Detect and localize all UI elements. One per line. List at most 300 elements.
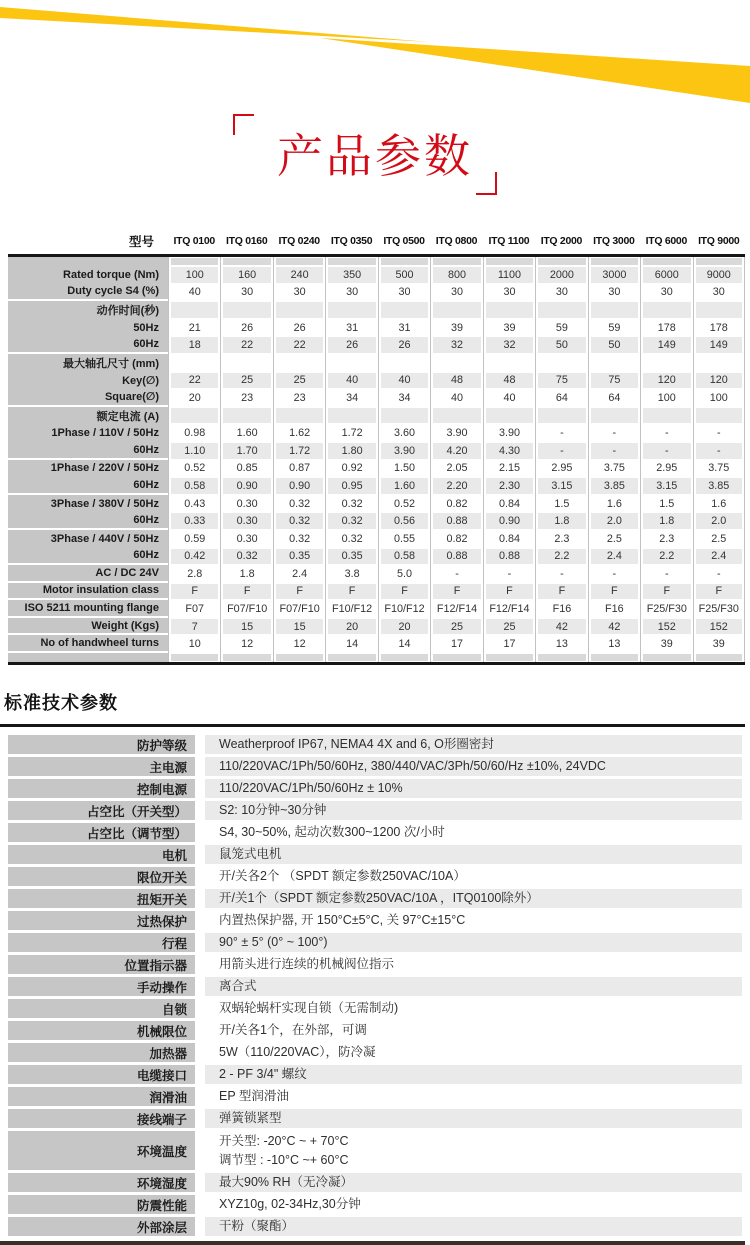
spec-cell: 40 (378, 372, 430, 390)
spec-cell: 0.85 (220, 460, 272, 478)
spec-cell: 3000 (588, 266, 640, 284)
spec-cell: - (588, 565, 640, 583)
table-row (8, 495, 745, 513)
tech-row-value (205, 1087, 742, 1106)
table-row (8, 424, 745, 442)
spec-cell (588, 407, 640, 425)
tech-row-label: 电缆接口 (8, 1065, 195, 1084)
tech-row-value (205, 1195, 742, 1214)
row-label: Square(∅) (8, 389, 168, 407)
spacer-row (8, 257, 745, 266)
spec-cell: 21 (168, 319, 220, 337)
row-label: 60Hz (8, 477, 168, 495)
spec-cell: - (535, 442, 587, 460)
row-label: 1Phase / 220V / 50Hz (8, 460, 168, 478)
spec-cell (535, 257, 587, 266)
row-label (8, 257, 168, 266)
spec-cell: 40 (483, 389, 535, 407)
spec-cell: 100 (640, 389, 692, 407)
spec-cell: F (640, 583, 692, 601)
spec-cell: 0.35 (273, 548, 325, 566)
spec-cell: F (483, 583, 535, 601)
tech-row (8, 889, 742, 908)
spec-cell: 2.05 (430, 460, 482, 478)
spec-cell (273, 407, 325, 425)
spec-cell: 350 (325, 266, 377, 284)
spec-cell (483, 257, 535, 266)
tech-row-value (205, 1131, 742, 1170)
tech-table (8, 735, 742, 1236)
spec-cell: 30 (693, 284, 745, 302)
spec-cell: 0.88 (430, 548, 482, 566)
spec-cell: 0.32 (273, 495, 325, 513)
spec-cell: 178 (693, 319, 745, 337)
tech-value-line: 2 - PF 3/4" 螺纹 (219, 1067, 307, 1082)
title-block (0, 116, 750, 198)
spec-cell: F07/F10 (273, 600, 325, 618)
row-label: 50Hz (8, 319, 168, 337)
tech-row-value (205, 1021, 742, 1040)
model-name: ITQ 3000 (593, 235, 635, 247)
spec-cell: 14 (378, 635, 430, 653)
spec-cell: 160 (220, 266, 272, 284)
tech-value-line: 开关型: -20°C ~ + 70°C (219, 1133, 349, 1148)
row-label: 60Hz (8, 336, 168, 354)
spec-cell: 2.20 (430, 477, 482, 495)
tech-row-label: 占空比（开关型） (8, 801, 195, 820)
tech-row-label: 扭矩开关 (8, 889, 195, 908)
spec-table (8, 254, 745, 665)
spec-cell: 15 (220, 618, 272, 636)
spec-cell: 2.4 (588, 548, 640, 566)
spec-cell: 3.85 (588, 477, 640, 495)
spec-cell: 12 (220, 635, 272, 653)
spec-cell (325, 653, 377, 662)
tech-row-label: 防震性能 (8, 1195, 195, 1214)
tech-row-value (205, 867, 742, 886)
spec-cell: 0.32 (273, 512, 325, 530)
spec-cell: 25 (220, 372, 272, 390)
table-row (8, 583, 745, 601)
spec-cell: 59 (588, 319, 640, 337)
spec-cell (483, 354, 535, 372)
tech-row-label: 自锁 (8, 999, 195, 1018)
spec-cell: 39 (693, 635, 745, 653)
spec-cell (168, 257, 220, 266)
spec-cell: 23 (273, 389, 325, 407)
spec-cell: 7 (168, 618, 220, 636)
model-name: ITQ 6000 (645, 235, 687, 247)
tech-row-label: 润滑油 (8, 1087, 195, 1106)
spec-cell (693, 653, 745, 662)
spec-table-header (8, 232, 745, 250)
spec-cell: 75 (588, 372, 640, 390)
spec-cell: - (693, 565, 745, 583)
model-name: ITQ 0350 (330, 235, 373, 247)
spec-cell: 0.95 (325, 477, 377, 495)
tech-row (8, 1217, 742, 1236)
tech-row-label: 环境湿度 (8, 1173, 195, 1192)
spec-cell: 0.90 (483, 512, 535, 530)
spec-cell: 1.60 (378, 477, 430, 495)
tech-value-line: 5W（110/220VAC），防冷凝 (219, 1045, 376, 1060)
row-label: 额定电流 (A) (8, 407, 168, 425)
spec-cell: 0.82 (430, 530, 482, 548)
spec-cell: 30 (640, 284, 692, 302)
tech-row-label: 控制电源 (8, 779, 195, 798)
table-row (8, 512, 745, 530)
tech-row (8, 1195, 742, 1214)
row-label: Duty cycle S4 (%) (8, 284, 168, 302)
spec-cell: 2.95 (535, 460, 587, 478)
spec-cell: 39 (430, 319, 482, 337)
spec-cell: F10/F12 (378, 600, 430, 618)
spec-cell (220, 301, 272, 319)
table-row (8, 266, 745, 284)
tech-row-label: 位置指示器 (8, 955, 195, 974)
table-row (8, 530, 745, 548)
spec-cell (378, 407, 430, 425)
spec-cell (535, 653, 587, 662)
spec-cell: 64 (535, 389, 587, 407)
spec-cell (693, 257, 745, 266)
spec-cell: 0.82 (430, 495, 482, 513)
spec-cell: 22 (220, 336, 272, 354)
spec-cell: 17 (483, 635, 535, 653)
spec-cell: 1.62 (273, 424, 325, 442)
tech-row (8, 1065, 742, 1084)
tech-row-value (205, 933, 742, 952)
title-bracket-topleft-icon (233, 114, 254, 135)
spec-cell: 39 (483, 319, 535, 337)
spec-cell: 0.58 (378, 548, 430, 566)
spec-cell: 26 (220, 319, 272, 337)
spec-cell: 0.30 (220, 512, 272, 530)
spec-cell: 2.2 (535, 548, 587, 566)
title-bracket-bottomright-icon (476, 172, 497, 195)
spec-cell: F12/F14 (430, 600, 482, 618)
spec-cell (430, 407, 482, 425)
tech-row (8, 911, 742, 930)
spacer-row (8, 653, 745, 662)
row-label: AC / DC 24V (8, 565, 168, 583)
table-row (8, 354, 745, 372)
spec-cell: 1.8 (640, 512, 692, 530)
tech-row-value (205, 801, 742, 820)
row-label: 动作时间(秒) (8, 301, 168, 319)
spec-cell: 30 (220, 284, 272, 302)
spec-cell: 30 (273, 284, 325, 302)
spec-cell (378, 257, 430, 266)
spec-cell (325, 407, 377, 425)
spec-cell: 0.32 (325, 530, 377, 548)
tech-value-line: 用箭头进行连续的机械阀位指示 (219, 957, 395, 972)
spec-cell: 0.59 (168, 530, 220, 548)
spec-cell: 1.8 (220, 565, 272, 583)
spec-cell: 0.32 (273, 530, 325, 548)
spec-cell: 2.0 (588, 512, 640, 530)
spec-cell: 3.90 (378, 442, 430, 460)
spec-cell (483, 301, 535, 319)
spec-cell: 0.33 (168, 512, 220, 530)
tech-row-value (205, 1109, 742, 1128)
spec-cell: 0.52 (378, 495, 430, 513)
spec-cell: 3.85 (693, 477, 745, 495)
spec-cell: 40 (430, 389, 482, 407)
page-title: 产品参数 (277, 130, 473, 182)
tech-value-line: 鼠笼式电机 (219, 847, 282, 862)
spec-cell: 4.30 (483, 442, 535, 460)
tech-value-line: EP 型润滑油 (219, 1089, 289, 1104)
tech-value-line: 最大90% RH（无冷凝） (219, 1175, 354, 1190)
tech-row (8, 999, 742, 1018)
spec-cell: 2000 (535, 266, 587, 284)
spec-cell: 30 (588, 284, 640, 302)
spec-cell (273, 354, 325, 372)
tech-value-line: 开/关各1个，在外部，可调 (219, 1023, 367, 1038)
spec-cell: - (430, 565, 482, 583)
spec-cell: 31 (325, 319, 377, 337)
spec-cell: 32 (430, 336, 482, 354)
tech-row (8, 801, 742, 820)
row-label (8, 653, 168, 662)
spec-cell: 2.2 (640, 548, 692, 566)
spec-cell: F (220, 583, 272, 601)
model-name: ITQ 2000 (540, 235, 583, 247)
spec-cell: 0.30 (220, 495, 272, 513)
tech-row-value (205, 757, 742, 776)
spec-cell (588, 653, 640, 662)
tech-value-line: 离合式 (219, 979, 257, 994)
tech-value-line: 开/关1个（SPDT 额定参数250VAC/10A ，ITQ0100除外） (219, 891, 539, 906)
tech-value-line: 110/220VAC/1Ph/50/60Hz ± 10% (219, 781, 403, 796)
spec-cell (378, 301, 430, 319)
spec-cell: 50 (535, 336, 587, 354)
spec-cell: 2.5 (693, 530, 745, 548)
spec-cell: 75 (535, 372, 587, 390)
spec-cell: 2.15 (483, 460, 535, 478)
spec-cell (640, 257, 692, 266)
table-row (8, 407, 745, 425)
spec-cell: 1.72 (325, 424, 377, 442)
row-label: Weight (Kgs) (8, 618, 168, 636)
spec-cell (483, 653, 535, 662)
tech-value-line: 110/220VAC/1Ph/50/60Hz, 380/440/VAC/3Ph/50/60/Hz ±10%, 24VDC (219, 759, 606, 774)
spec-cell: F10/F12 (325, 600, 377, 618)
spec-cell: 0.88 (483, 548, 535, 566)
spec-cell (378, 354, 430, 372)
row-label: 1Phase / 110V / 50Hz (8, 424, 168, 442)
ribbon-left-wedge (0, 7, 430, 42)
tech-section-heading: 标准技术参数 (4, 693, 118, 714)
spec-cell: 149 (693, 336, 745, 354)
row-label: Rated torque (Nm) (8, 266, 168, 284)
spec-cell (168, 407, 220, 425)
spec-cell: 30 (483, 284, 535, 302)
spec-cell: 20 (168, 389, 220, 407)
spec-cell: F (378, 583, 430, 601)
spec-cell: 0.56 (378, 512, 430, 530)
spec-cell (640, 653, 692, 662)
spec-cell (693, 354, 745, 372)
spec-cell: F (535, 583, 587, 601)
tech-row-label: 限位开关 (8, 867, 195, 886)
spec-cell (325, 257, 377, 266)
spec-cell: 1.6 (693, 495, 745, 513)
spec-cell: 30 (378, 284, 430, 302)
spec-cell: 26 (325, 336, 377, 354)
spec-cell: 26 (273, 319, 325, 337)
spec-cell: 42 (588, 618, 640, 636)
spec-cell: 6000 (640, 266, 692, 284)
tech-row-value (205, 1173, 742, 1192)
spec-cell: F (168, 583, 220, 601)
spec-cell: - (483, 565, 535, 583)
spec-cell: 1.80 (325, 442, 377, 460)
row-label: Motor insulation class (8, 583, 168, 601)
spec-cell (273, 257, 325, 266)
tech-row-value (205, 823, 742, 842)
spec-cell: 800 (430, 266, 482, 284)
spec-cell (430, 653, 482, 662)
spec-cell: 9000 (693, 266, 745, 284)
spec-cell: 178 (640, 319, 692, 337)
spec-cell (220, 407, 272, 425)
spec-cell (168, 301, 220, 319)
spec-cell: 3.75 (588, 460, 640, 478)
spec-cell: - (588, 424, 640, 442)
spec-cell (325, 301, 377, 319)
tech-row-value (205, 735, 742, 754)
spec-cell: 64 (588, 389, 640, 407)
tech-row (8, 933, 742, 952)
spec-cell: 0.43 (168, 495, 220, 513)
spec-cell: 0.98 (168, 424, 220, 442)
ribbon-right-wedge (320, 38, 750, 103)
row-label: 3Phase / 440V / 50Hz (8, 530, 168, 548)
spec-cell (430, 354, 482, 372)
spec-cell: 1.10 (168, 442, 220, 460)
tech-row-label: 接线端子 (8, 1109, 195, 1128)
spec-cell: 2.8 (168, 565, 220, 583)
row-label: 60Hz (8, 548, 168, 566)
spec-cell (273, 301, 325, 319)
spec-cell: 500 (378, 266, 430, 284)
spec-cell: 39 (640, 635, 692, 653)
spec-cell: 3.15 (640, 477, 692, 495)
tech-row (8, 1109, 742, 1128)
spec-cell: F16 (588, 600, 640, 618)
spec-cell: 34 (325, 389, 377, 407)
spec-cell: 120 (640, 372, 692, 390)
table-row (8, 460, 745, 478)
table-row (8, 372, 745, 390)
spec-cell: 2.3 (535, 530, 587, 548)
tech-value-line: 弹簧锁紧型 (219, 1111, 282, 1126)
tech-row (8, 823, 742, 842)
spec-cell: 48 (483, 372, 535, 390)
model-column-label: 型号 (128, 235, 154, 249)
spec-cell: - (693, 442, 745, 460)
spec-cell: 1.70 (220, 442, 272, 460)
spec-cell: F (693, 583, 745, 601)
tech-row (8, 1173, 742, 1192)
spec-cell: 15 (273, 618, 325, 636)
spec-cell: 32 (483, 336, 535, 354)
spec-cell (640, 301, 692, 319)
table-row (8, 477, 745, 495)
model-name: ITQ 0100 (173, 235, 215, 247)
spec-cell: 3.90 (483, 424, 535, 442)
spec-cell: 0.84 (483, 495, 535, 513)
spec-cell: 26 (378, 336, 430, 354)
spec-cell (430, 301, 482, 319)
spec-cell: - (693, 424, 745, 442)
spec-cell: 4.20 (430, 442, 482, 460)
spec-cell: 3.15 (535, 477, 587, 495)
spec-cell: - (640, 565, 692, 583)
spec-cell: 17 (430, 635, 482, 653)
spec-cell: 30 (325, 284, 377, 302)
spec-cell (693, 407, 745, 425)
spec-cell: F25/F30 (640, 600, 692, 618)
tech-value-line: XYZ10g, 02-34Hz,30分钟 (219, 1197, 361, 1212)
model-name: ITQ 0800 (435, 235, 478, 247)
spec-cell: 0.32 (325, 495, 377, 513)
spec-cell: 1.60 (220, 424, 272, 442)
spec-cell: 152 (693, 618, 745, 636)
row-label: 3Phase / 380V / 50Hz (8, 495, 168, 513)
spec-cell (483, 407, 535, 425)
tech-value-line: 双蜗轮蜗杆实现自锁（无需制动) (219, 1001, 399, 1016)
spec-cell (535, 301, 587, 319)
table-row (8, 336, 745, 354)
spec-cell: 1.72 (273, 442, 325, 460)
banner-ribbon (0, 0, 750, 110)
spec-cell: - (588, 442, 640, 460)
spec-cell: 59 (535, 319, 587, 337)
spec-cell: 100 (693, 389, 745, 407)
spec-cell: 0.84 (483, 530, 535, 548)
spec-cell: 3.8 (325, 565, 377, 583)
spec-cell: 13 (535, 635, 587, 653)
spec-cell: 3.75 (693, 460, 745, 478)
tech-value-line: 90° ± 5° (0° ~ 100°) (219, 935, 328, 950)
model-name: ITQ 0500 (383, 235, 425, 247)
spec-cell (430, 257, 482, 266)
spec-cell: - (535, 424, 587, 442)
spec-cell: 30 (430, 284, 482, 302)
spec-cell: 2.30 (483, 477, 535, 495)
tech-row-value (205, 1043, 742, 1062)
tech-row-label: 行程 (8, 933, 195, 952)
spec-cell: 120 (693, 372, 745, 390)
spec-cell: 22 (273, 336, 325, 354)
row-label: 60Hz (8, 442, 168, 460)
spec-cell: 25 (430, 618, 482, 636)
tech-row-value (205, 1217, 742, 1236)
spec-cell: 20 (378, 618, 430, 636)
spec-cell: 40 (168, 284, 220, 302)
spec-cell (273, 653, 325, 662)
table-row (8, 565, 745, 583)
spec-cell: 240 (273, 266, 325, 284)
spec-cell: 3.90 (430, 424, 482, 442)
spec-cell: 5.0 (378, 565, 430, 583)
spec-cell: 149 (640, 336, 692, 354)
spec-cell: 1.8 (535, 512, 587, 530)
tech-row-label: 占空比（调节型） (8, 823, 195, 842)
